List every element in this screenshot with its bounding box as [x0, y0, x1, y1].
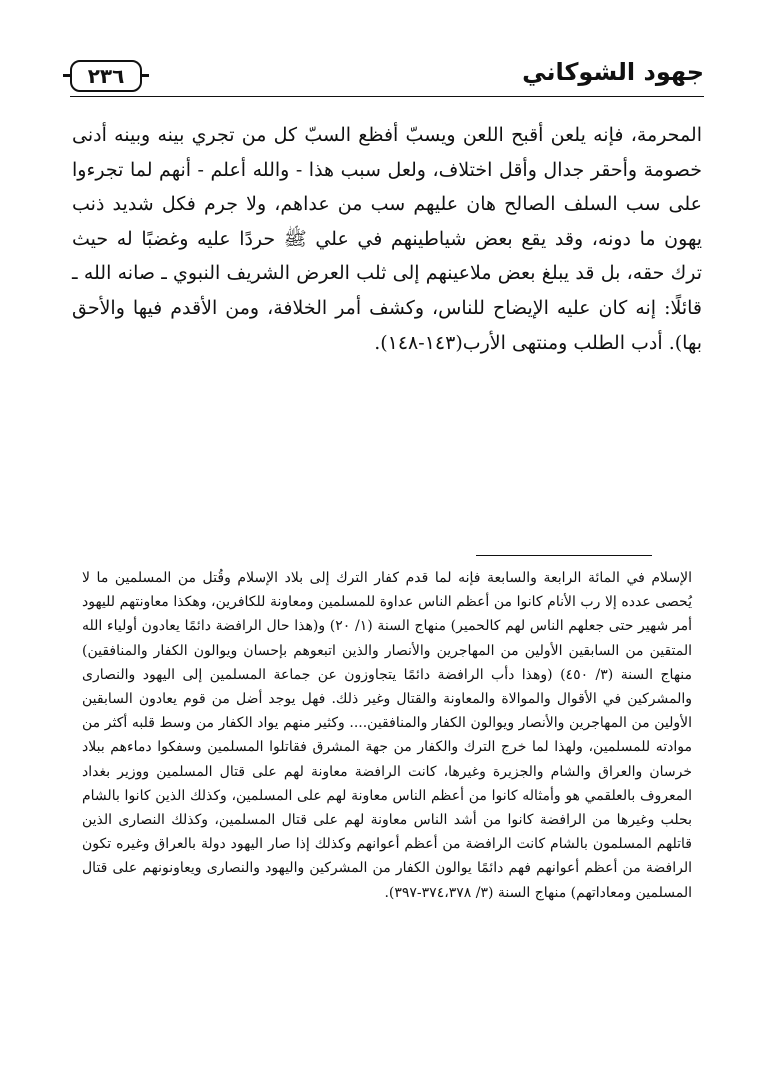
- page-number: ٢٣٦: [87, 64, 125, 88]
- footnote-separator: [476, 555, 652, 556]
- main-text: [72, 118, 702, 360]
- main-paragraph: المحرمة، فإنه يلعن أقبح اللعن ويسبّ أفظع السبّ كل من تجري بينه وبينه أدنى خصومة وأحقر جدال وأقل اختلاف، ولعل سبب هذا - والله أعلم - أنهم لما تجرءوا على سب السلف الصالح هان عليهم سب من عداهم، ولا جرم فكل شديد ذنب يهون ما دونه، وقد يقع بعض شياطينهم في علي ﷺ حردًا عليه وغضبًا له حيث ترك حقه، بل قد يبلغ بعض ملاعينهم إلى ثلب العرض الشريف النبوي ـ صانه الله ـ قائلًا: إنه كان عليه الإيضاح للناس، وكشف أمر الخلافة، ومن الأقدم فيها والأحق بها). أدب الطلب ومنتهى الأرب(١٤٣-١٤٨).: [72, 124, 702, 354]
- header-rule: [70, 96, 704, 97]
- footnotes: [82, 566, 692, 905]
- page-header: [70, 58, 704, 100]
- running-title: جهود الشوكاني: [522, 58, 704, 86]
- page-number-frame: [70, 60, 142, 92]
- footnote-paragraph: الإسلام في المائة الرابعة والسابعة فإنه لما قدم كفار الترك إلى بلاد الإسلام وقُتل من المسلمين ما لا يُحصى عدده إلا رب الأنام كانوا من أعظم الناس عداوة للمسلمين ومعاونة للكافرين، وهكذا معاونتهم لليهود أمر شهير حتى جعلهم الناس لهم كالحمير) منهاج السنة (١/ ٢٠) و(هذا حال الرافضة دائمًا يعادون أولياء الله المتقين من السابقين الأولين من المهاجرين والأنصار والذين اتبعوهم بإحسان ويوالون الكفار والمنافقين) منهاج السنة (٣/ ٤٥٠) (وهذا دأب الرافضة دائمًا يتجاوزون عن جماعة المسلمين إلى اليهود والنصارى والمشركين في الأقوال والموالاة والمعاونة والقتال وغير ذلك. فهل يوجد أضل من قوم يعادون السابقين الأولين من المهاجرين والأنصار ويوالون الكفار والمنافقين.... وكثير منهم يواد الكفار من وسط قلبه أكثر من موادته للمسلمين، ولهذا لما خرج الترك والكفار من جهة المشرق فقاتلوا المسلمين وسفكوا دماءهم ببلاد خرسان والعراق والشام والجزيرة وغيرها، كانت الرافضة معاونة لهم على قتال المسلمين ووزير بغداد المعروف بالعلقمي هو وأمثاله كانوا من أعظم الناس معاونة لهم على المسلمين، وكذلك الذين كانوا بالشام بحلب وغيرها من الرافضة كانوا من أشد الناس معاونة لهم على قتال المسلمين، وكذلك النصارى الذين قاتلهم المسلمون بالشام كانت الرافضة من أعظم أعوانهم وكذلك إذا صار اليهود دولة بالعراق وغيره تكون الرافضة من أعظم أعوانهم فهم دائمًا يوالون الكفار من المشركين واليهود والنصارى ويعاونونهم على قتال المسلمين ومعاداتهم) منهاج السنة (٣/ ٣٧٤،٣٧٨-٣٩٧).: [82, 570, 693, 901]
